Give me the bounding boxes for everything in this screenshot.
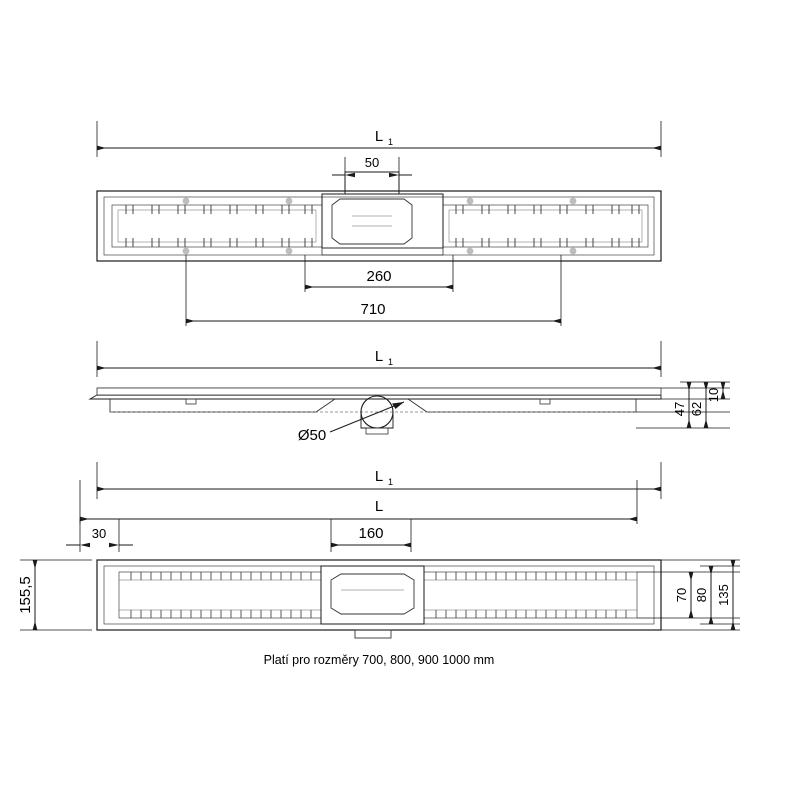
label-160: 160 xyxy=(358,525,384,542)
label-710: 710 xyxy=(360,301,386,318)
label-10: 10 xyxy=(706,387,721,403)
top-view-group xyxy=(97,121,661,326)
label-30: 30 xyxy=(91,526,107,541)
label-L1-side-sub: 1 xyxy=(388,357,394,367)
outlet-bottom xyxy=(321,566,424,638)
label-L1-top: L xyxy=(374,128,384,145)
label-L1-top-sub: 1 xyxy=(388,137,394,147)
label-62: 62 xyxy=(689,401,704,417)
label-50: 50 xyxy=(364,155,380,170)
label-260: 260 xyxy=(366,268,392,285)
drawing-note: Platí pro rozměry 700, 800, 900 1000 mm xyxy=(263,653,495,667)
label-80: 80 xyxy=(694,587,709,603)
label-155-5: 155,5 xyxy=(17,576,34,614)
label-135: 135 xyxy=(716,584,731,606)
side-view-group xyxy=(90,341,730,434)
outlet-top xyxy=(322,172,443,255)
label-47: 47 xyxy=(672,401,687,417)
outlet-pipe-side xyxy=(361,396,393,434)
dimension-labels xyxy=(17,128,731,667)
label-70: 70 xyxy=(674,587,689,603)
label-L1-side: L xyxy=(374,348,384,365)
label-L: L xyxy=(374,498,384,515)
dim-L-bottom xyxy=(80,480,637,524)
label-L1-bottom-sub: 1 xyxy=(388,477,394,487)
label-L1-bottom: L xyxy=(374,468,384,485)
label-d50: Ø50 xyxy=(297,427,327,444)
bottom-view-group xyxy=(20,462,740,638)
